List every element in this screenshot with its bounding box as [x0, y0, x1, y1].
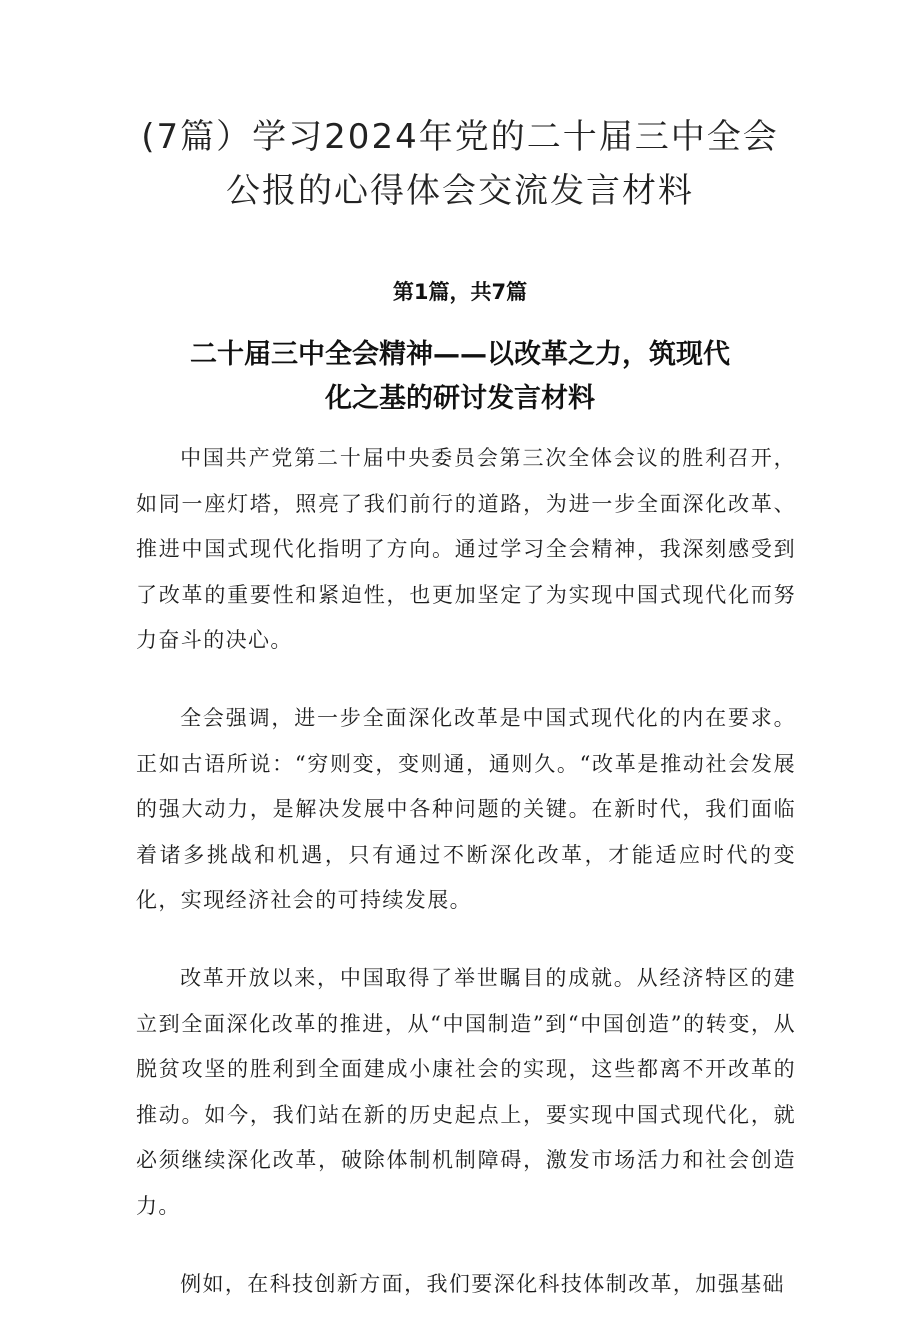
document-title-line-2: 公报的心得体会交流发言材料	[226, 171, 694, 211]
section-title-line-2: 化之基的研讨发言材料	[325, 383, 595, 414]
paragraph: 全会强调，进一步全面深化改革是中国式现代化的内在要求。正如古语所说：“穷则变，变则通，通则久。“改革是推动社会发展的强大动力，是解决发展中各种问题的关键。在新时代，我们面临着诸多挑战和机遇，只有通过不断深化改革，才能适应时代的变化，实现经济社会的可持续发展。	[136, 705, 796, 913]
paragraph: 中国共产党第二十届中央委员会第三次全体会议的胜利召开，如同一座灯塔，照亮了我们前行的道路，为进一步全面深化改革、推进中国式现代化指明了方向。通过学习全会精神，我深刻感受到了改革的重要性和紧迫性，也更加坚定了为实现中国式现代化而努力奋斗的决心。	[136, 446, 796, 653]
document-title-line-1: (7篇）学习2024年党的二十届三中全会	[141, 117, 779, 157]
document-title	[0, 110, 920, 218]
paragraph: 例如，在科技创新方面，我们要深化科技体制改革，加强基础	[180, 1271, 785, 1296]
body-text	[136, 436, 796, 1339]
paragraph: 改革开放以来，中国取得了举世瞩目的成就。从经济特区的建立到全面深化改革的推进，从“中国制造”到“中国创造”的转变，从脱贫攻坚的胜利到全面建成小康社会的实现，这些都离不开改革的推动。如今，我们站在新的历史起点上，要实现中国式现代化，就必须继续深化改革，破除体制机制障碍，激发市场活力和社会创造力。	[136, 965, 796, 1218]
section-title	[0, 333, 920, 421]
section-title-line-1: 二十届三中全会精神——以改革之力，筑现代	[190, 339, 730, 370]
part-indicator: 第1篇，共7篇	[392, 280, 528, 304]
